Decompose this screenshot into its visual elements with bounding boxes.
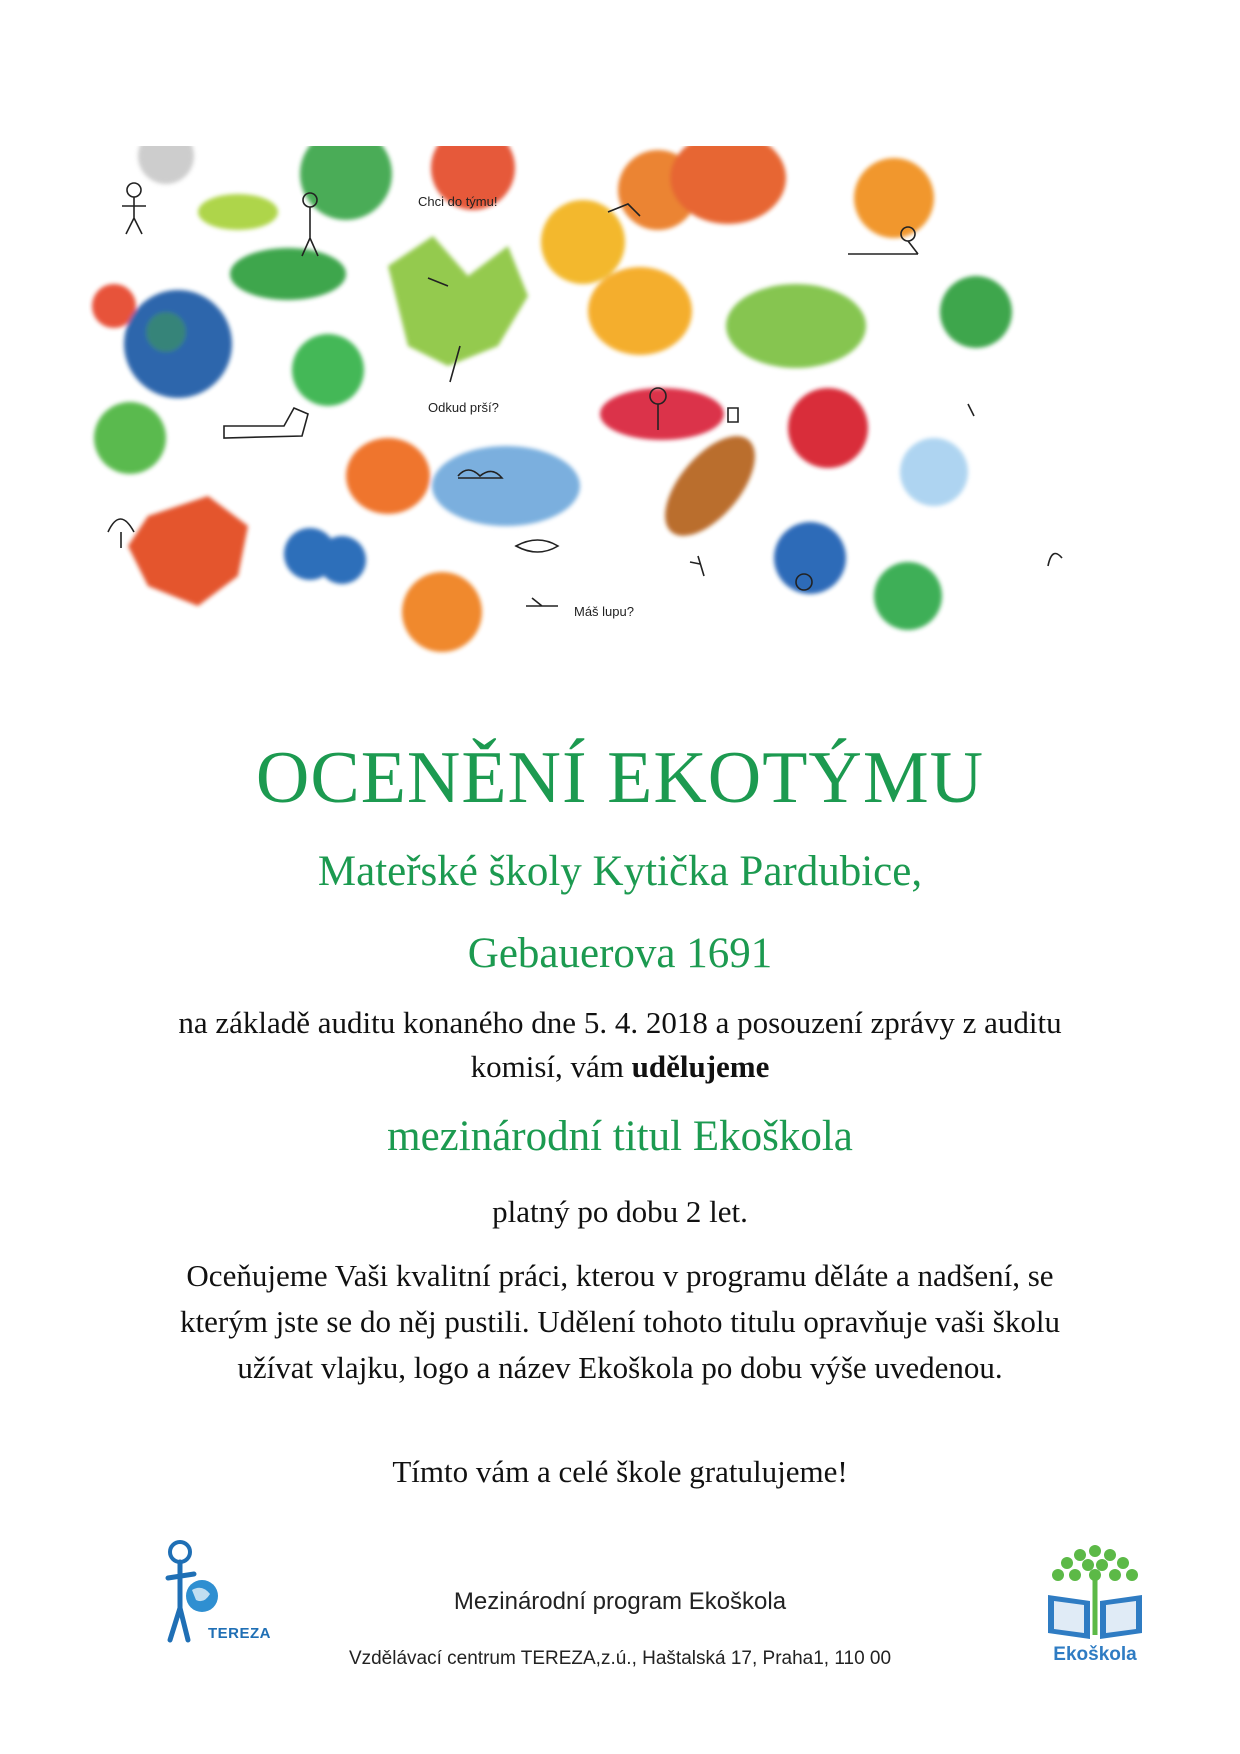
- audit-line-2-bold: udělujeme: [631, 1049, 770, 1084]
- audit-line-2-prefix: komisí, vám: [470, 1049, 632, 1084]
- validity-text: platný po dobu 2 let.: [492, 1194, 748, 1229]
- blue-blot-3: [774, 522, 846, 594]
- blue-blot-2: [318, 536, 366, 584]
- gray-blot: [138, 146, 194, 184]
- school-address: Gebauerova 1691: [467, 930, 773, 977]
- green-wash: [230, 248, 346, 300]
- award-title: mezinárodní titul Ekoškola: [387, 1113, 853, 1160]
- thumb-blot: [292, 334, 364, 406]
- earth-land: [146, 312, 186, 352]
- watercolor-illustration: [88, 146, 1152, 722]
- red-circle: [788, 388, 868, 468]
- certificate-title: OCENĚNÍ EKOTÝMU: [255, 737, 985, 819]
- audit-line-1: na základě auditu konaného dne 5. 4. 2018 a posouzení zprávy z auditu: [178, 1005, 1062, 1040]
- school-name: Mateřské školy Kytička Pardubice,: [317, 848, 923, 895]
- yellow-blot: [541, 200, 625, 284]
- ekoskola-logo: [1040, 1535, 1150, 1645]
- speech-bubble-1: Chci do týmu!: [418, 194, 498, 209]
- lime-blot: [198, 194, 278, 230]
- orange-blot-3: [402, 572, 482, 652]
- brown-leaves: [648, 421, 771, 551]
- orange-blot-2: [346, 438, 430, 514]
- light-blue-blot: [900, 438, 968, 506]
- water-blot: [432, 446, 580, 526]
- red-maple-leaf: [128, 496, 248, 606]
- maple-leaf: [388, 236, 528, 366]
- audit-statement: [0, 1001, 1240, 1089]
- green-wash-2: [726, 284, 866, 368]
- tereza-logo-text: TEREZA: [208, 1625, 271, 1642]
- frog-blot: [94, 402, 166, 474]
- green-blot: [300, 146, 392, 220]
- paragraph-line-3: užívat vlajku, logo a název Ekoškola po dobu výše uvedenou.: [237, 1350, 1003, 1385]
- paragraph-line-1: Oceňujeme Vaši kvalitní práci, kterou v programu děláte a nadšení, se: [186, 1258, 1054, 1293]
- sun-blot: [854, 158, 934, 238]
- paragraph-line-2: kterým jste se do něj pustili. Udělení tohoto titulu opravňuje vaši školu: [180, 1304, 1060, 1339]
- speech-bubble-2: Odkud prší?: [428, 400, 499, 415]
- program-name: Mezinárodní program Ekoškola: [453, 1588, 787, 1615]
- ekoskola-logo-text: Ekoškola: [1053, 1644, 1137, 1665]
- yellow-leaf: [588, 267, 692, 355]
- speech-bubble-3: Máš lupu?: [574, 604, 634, 619]
- green-leaf: [940, 276, 1012, 348]
- red-wash: [600, 388, 724, 440]
- appreciation-paragraph: [0, 1253, 1240, 1391]
- green-blot-3: [874, 562, 942, 630]
- audit-line-2: [0, 1045, 1240, 1089]
- congratulations-text: Tímto vám a celé škole gratulujeme!: [392, 1454, 848, 1489]
- organization-address: Vzdělávací centrum TEREZA,z.ú., Haštalská 17, Praha1, 110 00: [348, 1648, 892, 1669]
